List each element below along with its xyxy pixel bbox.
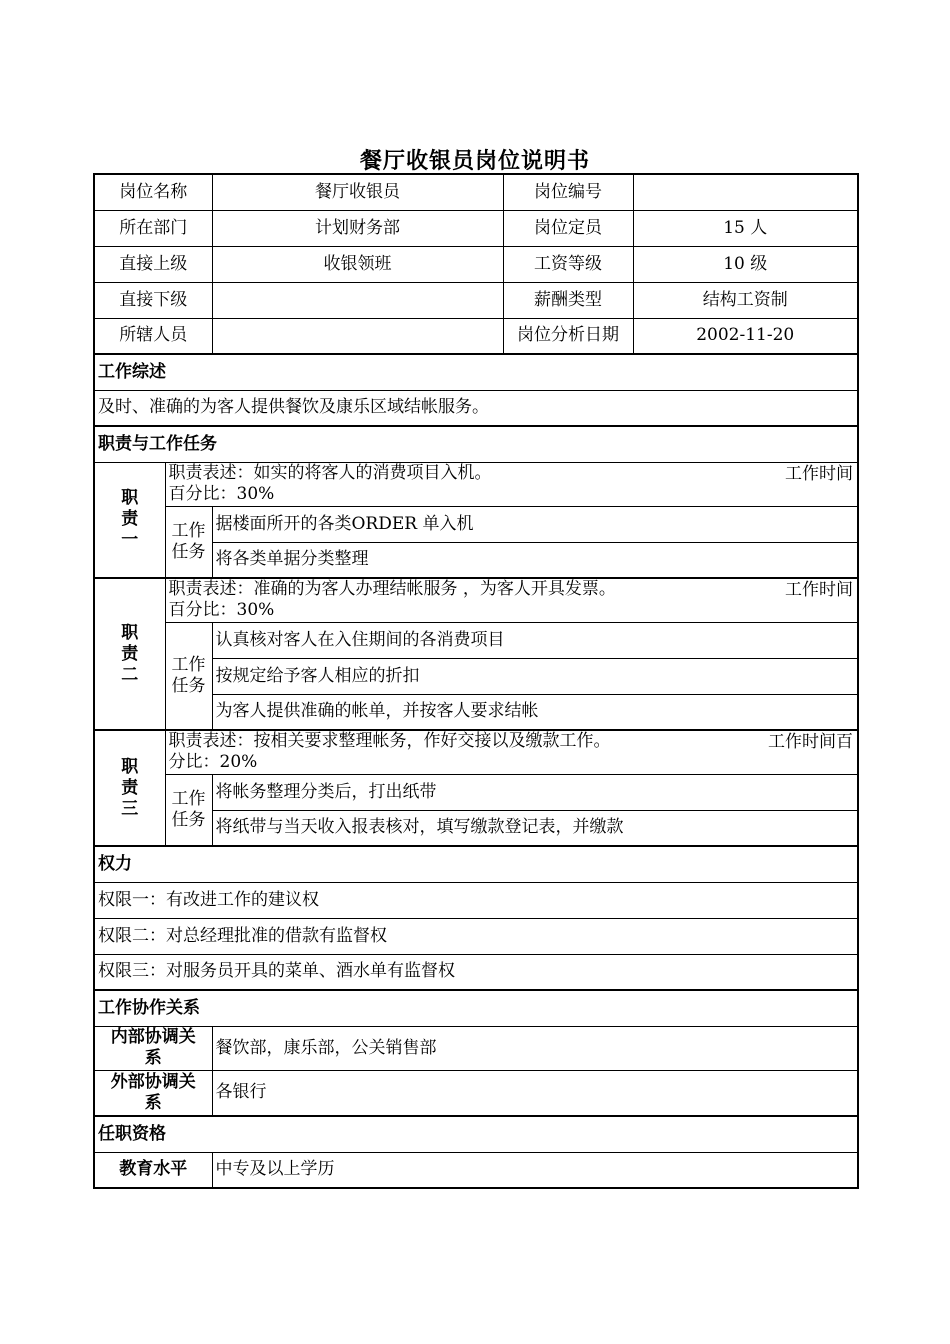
relations-external-row: [94, 1070, 858, 1116]
value-headcount: 15 人: [633, 210, 858, 246]
authority-item-3: 权限三：对服务员开具的菜单、酒水单有监督权: [94, 954, 858, 990]
education-label: 教育水平: [94, 1152, 212, 1188]
duty-2-desc-row: [94, 578, 858, 622]
duty-2-label: 职 责 二: [94, 578, 165, 730]
duty-3-description: [165, 730, 858, 774]
authority-row: [94, 954, 858, 990]
value-pay-type: 结构工资制: [633, 282, 858, 318]
label-position-code: 岗位编号: [503, 174, 633, 210]
label-headcount: 岗位定员: [503, 210, 633, 246]
label-direct-superior: 直接上级: [94, 246, 212, 282]
duty-3-desc-row: [94, 730, 858, 774]
duty-1-desc-text: 职责表述：如实的将客人的消费项目入机。: [168, 463, 492, 483]
job-description-table: [93, 173, 859, 1189]
summary-text: 及时、准确的为客人提供餐饮及康乐区域结帐服务。: [94, 390, 858, 426]
basic-row-2: [94, 210, 858, 246]
duty-2-task-1: 认真核对客人在入住期间的各消费项目: [212, 622, 858, 658]
authority-row: [94, 882, 858, 918]
authority-heading: 权力: [94, 846, 858, 882]
authority-row: [94, 918, 858, 954]
duties-heading-row: [94, 426, 858, 462]
duty-3-task-row: [94, 774, 858, 810]
value-analysis-date: 2002-11-20: [633, 318, 858, 354]
duty-3-label: 职 责 三: [94, 730, 165, 846]
external-relations-label: 外部协调关 系: [94, 1070, 212, 1116]
basic-row-1: [94, 174, 858, 210]
internal-relations-value: 餐饮部，康乐部，公关销售部: [212, 1026, 858, 1070]
duty-1-desc-row: [94, 462, 858, 506]
duty-2-description: [165, 578, 858, 622]
external-relations-value: 各银行: [212, 1070, 858, 1116]
qualifications-heading-row: [94, 1116, 858, 1152]
value-direct-subordinate: [212, 282, 503, 318]
duty-3-time-label: 工作时间百: [768, 732, 853, 752]
value-salary-grade: 10 级: [633, 246, 858, 282]
duty-1-task-label: 工作 任务: [165, 506, 212, 578]
authority-item-1: 权限一：有改进工作的建议权: [94, 882, 858, 918]
duty-1-task-1: 据楼面所开的各类ORDER 单入机: [212, 506, 858, 542]
duty-2-time-label: 工作时间: [785, 580, 853, 600]
duty-2-desc-text: 职责表述：准确的为客人办理结帐服务 ，为客人开具发票。: [168, 579, 616, 600]
label-pay-type: 薪酬类型: [503, 282, 633, 318]
duty-1-task-row: [94, 506, 858, 542]
basic-row-5: [94, 318, 858, 354]
value-position-code: [633, 174, 858, 210]
relations-heading: 工作协作关系: [94, 990, 858, 1026]
authority-item-2: 权限二：对总经理批准的借款有监督权: [94, 918, 858, 954]
label-staff: 所辖人员: [94, 318, 212, 354]
duty-2-task-2: 按规定给予客人相应的折扣: [212, 658, 858, 694]
duty-3-desc-text: 职责表述：按相关要求整理帐务，作好交接以及缴款工作。: [168, 731, 611, 752]
summary-heading: 工作综述: [94, 354, 858, 390]
relations-internal-row: [94, 1026, 858, 1070]
basic-row-3: [94, 246, 858, 282]
value-staff: [212, 318, 503, 354]
value-position-name: 餐厅收银员: [212, 174, 503, 210]
summary-heading-row: [94, 354, 858, 390]
education-row: [94, 1152, 858, 1188]
duties-heading: 职责与工作任务: [94, 426, 858, 462]
basic-row-4: [94, 282, 858, 318]
duty-1-description: [165, 462, 858, 506]
internal-relations-label: 内部协调关 系: [94, 1026, 212, 1070]
duty-1-time-label: 工作时间: [785, 463, 853, 484]
duty-1-label: 职 责 一: [94, 462, 165, 578]
duty-2-task-3: 为客人提供准确的帐单，并按客人要求结帐: [212, 694, 858, 730]
duty-2-task-label: 工作 任务: [165, 622, 212, 730]
duty-3-task-2: 将纸带与当天收入报表核对，填写缴款登记表，并缴款: [212, 810, 858, 846]
qualifications-heading: 任职资格: [94, 1116, 858, 1152]
relations-heading-row: [94, 990, 858, 1026]
value-direct-superior: 收银领班: [212, 246, 503, 282]
label-position-name: 岗位名称: [94, 174, 212, 210]
label-direct-subordinate: 直接下级: [94, 282, 212, 318]
page-title: 餐厅收银员岗位说明书: [359, 149, 590, 174]
duty-3-task-1: 将帐务整理分类后，打出纸带: [212, 774, 858, 810]
duty-2-time-pct: 百分比：30%: [168, 600, 275, 621]
duty-1-time-pct: 百分比：30%: [168, 484, 275, 504]
label-analysis-date: 岗位分析日期: [503, 318, 633, 354]
duty-1-task-2: 将各类单据分类整理: [212, 542, 858, 578]
label-salary-grade: 工资等级: [503, 246, 633, 282]
duty-2-task-row: [94, 622, 858, 658]
value-department: 计划财务部: [212, 210, 503, 246]
label-department: 所在部门: [94, 210, 212, 246]
duty-3-task-label: 工作 任务: [165, 774, 212, 846]
duty-3-time-pct: 分比：20%: [168, 752, 258, 773]
education-value: 中专及以上学历: [212, 1152, 858, 1188]
summary-text-row: [94, 390, 858, 426]
authority-heading-row: [94, 846, 858, 882]
